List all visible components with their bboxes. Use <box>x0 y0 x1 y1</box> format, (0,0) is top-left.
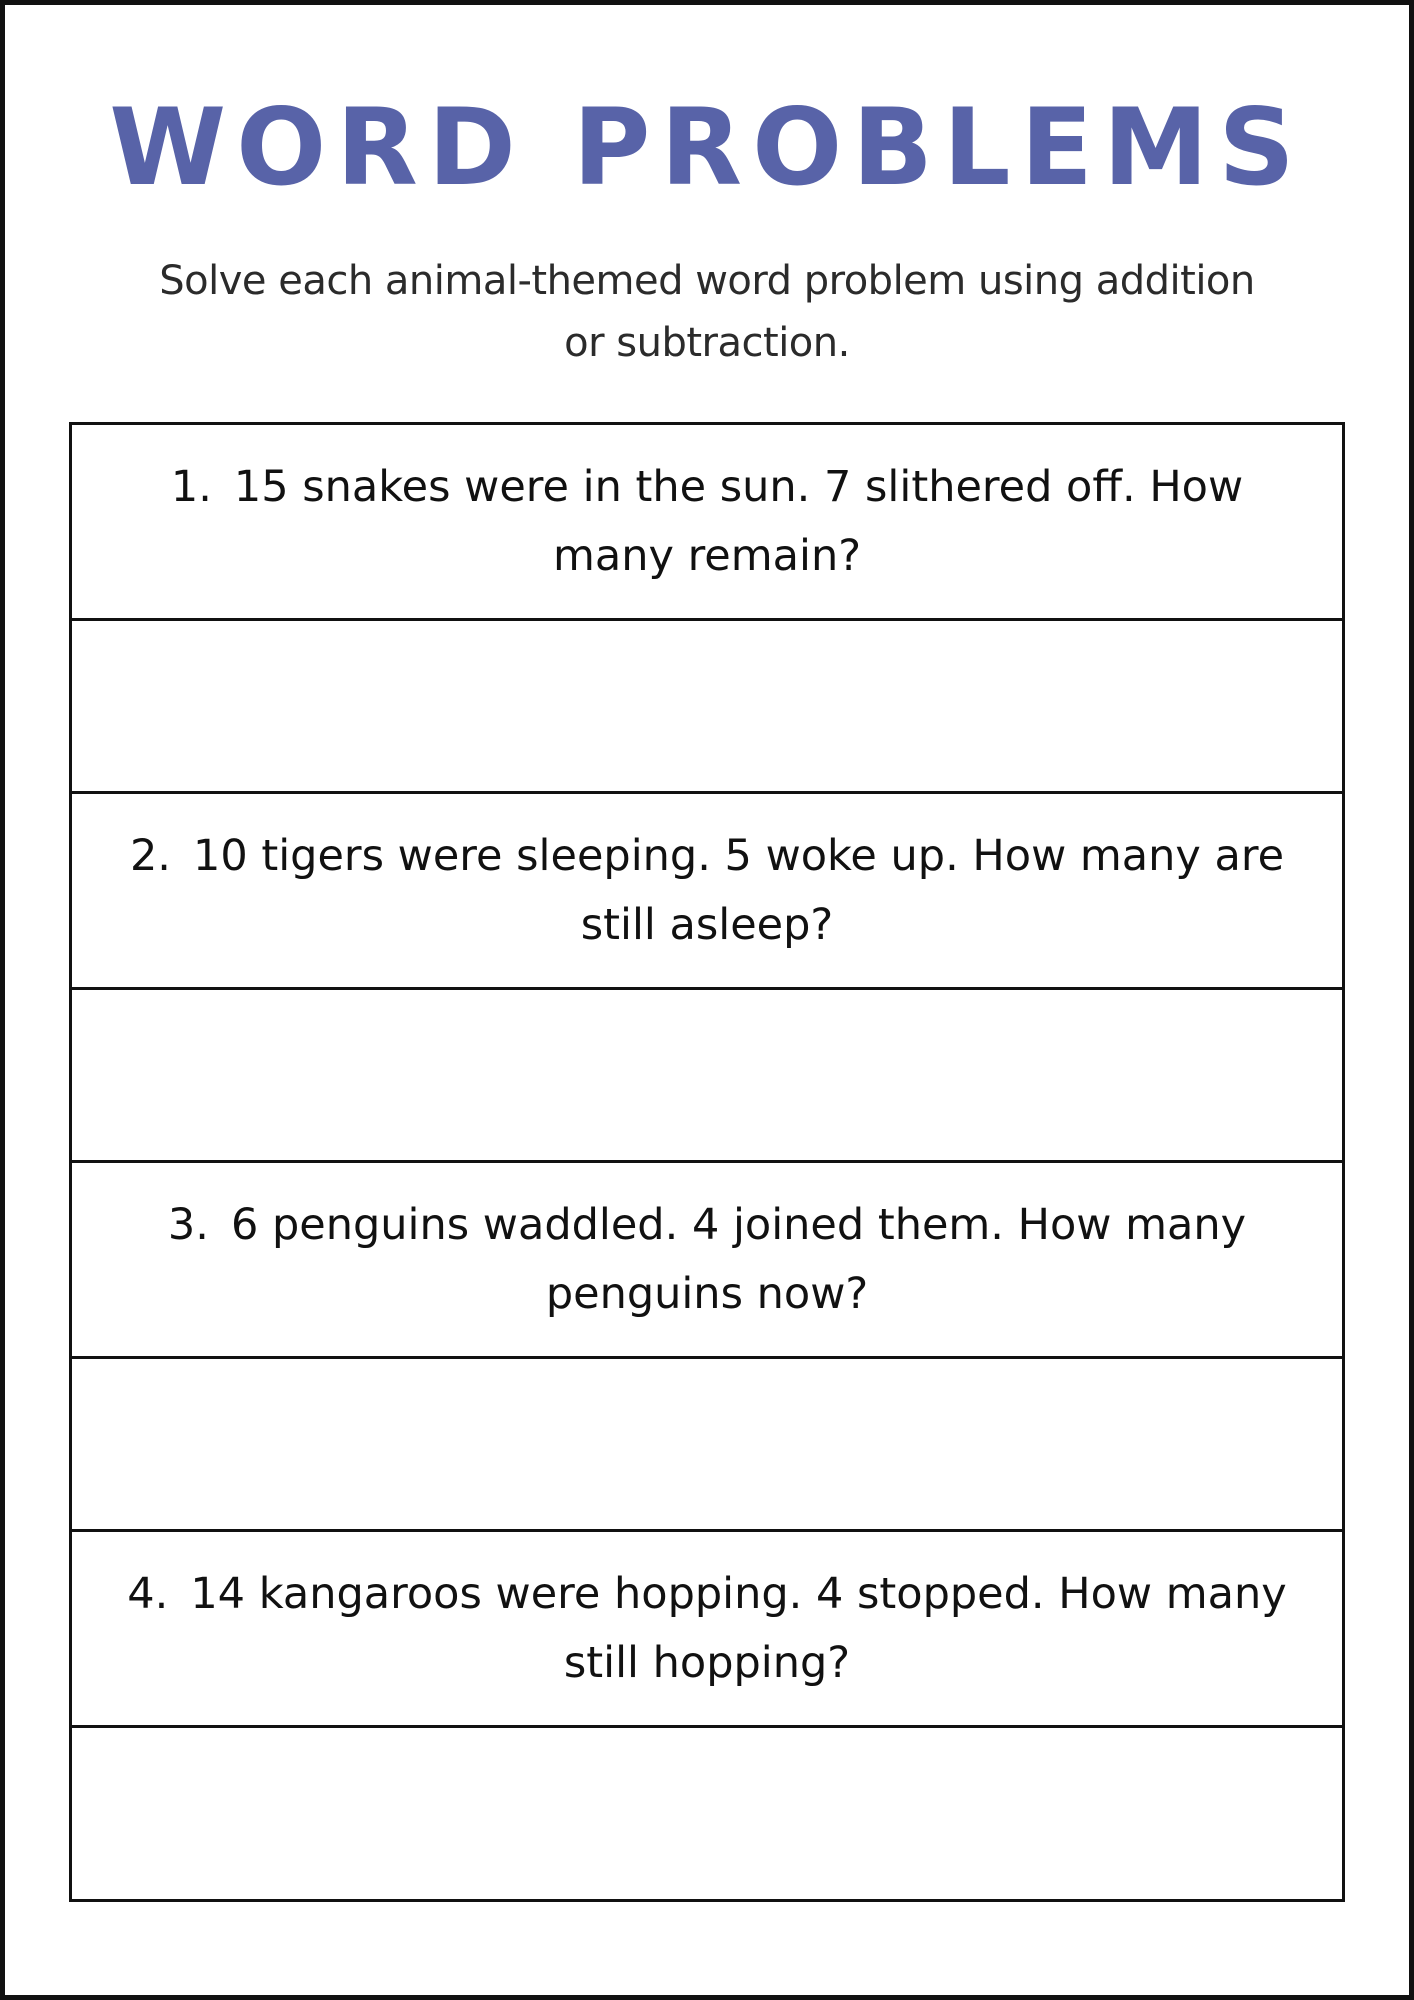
problem-4-text-line <box>108 1560 1306 1698</box>
worksheet-title: WORD PROBLEMS <box>109 86 1305 209</box>
problem-1-question <box>72 425 1342 621</box>
problem-3-answer-space[interactable] <box>72 1359 1342 1532</box>
problem-2-question <box>72 794 1342 990</box>
problem-1-text: 15 snakes were in the sun. 7 slithered off. How many remain? <box>233 461 1244 581</box>
problem-2-answer-space[interactable] <box>72 990 1342 1163</box>
instructions-text: Solve each animal-themed word problem using addition or subtraction. <box>159 258 1255 366</box>
problem-1-text-line <box>108 453 1306 591</box>
problem-2-text-line <box>108 822 1306 960</box>
problem-3-question <box>72 1163 1342 1359</box>
problem-table <box>69 422 1345 1902</box>
problem-4-question <box>72 1532 1342 1728</box>
problem-2-text: 10 tigers were sleeping. 5 woke up. How many are still asleep? <box>192 830 1285 950</box>
problem-4-answer-space[interactable] <box>72 1728 1342 1899</box>
problem-1-answer-space[interactable] <box>72 621 1342 794</box>
problem-4-number: 4. <box>127 1568 169 1619</box>
problem-4-text: 14 kangaroos were hopping. 4 stopped. How many still hopping? <box>190 1568 1287 1688</box>
problem-3-text: 6 penguins waddled. 4 joined them. How many penguins now? <box>230 1199 1247 1319</box>
problem-2-number: 2. <box>129 830 171 881</box>
problem-3-number: 3. <box>167 1199 209 1250</box>
problem-3-text-line <box>108 1191 1306 1329</box>
problem-1-number: 1. <box>170 461 212 512</box>
